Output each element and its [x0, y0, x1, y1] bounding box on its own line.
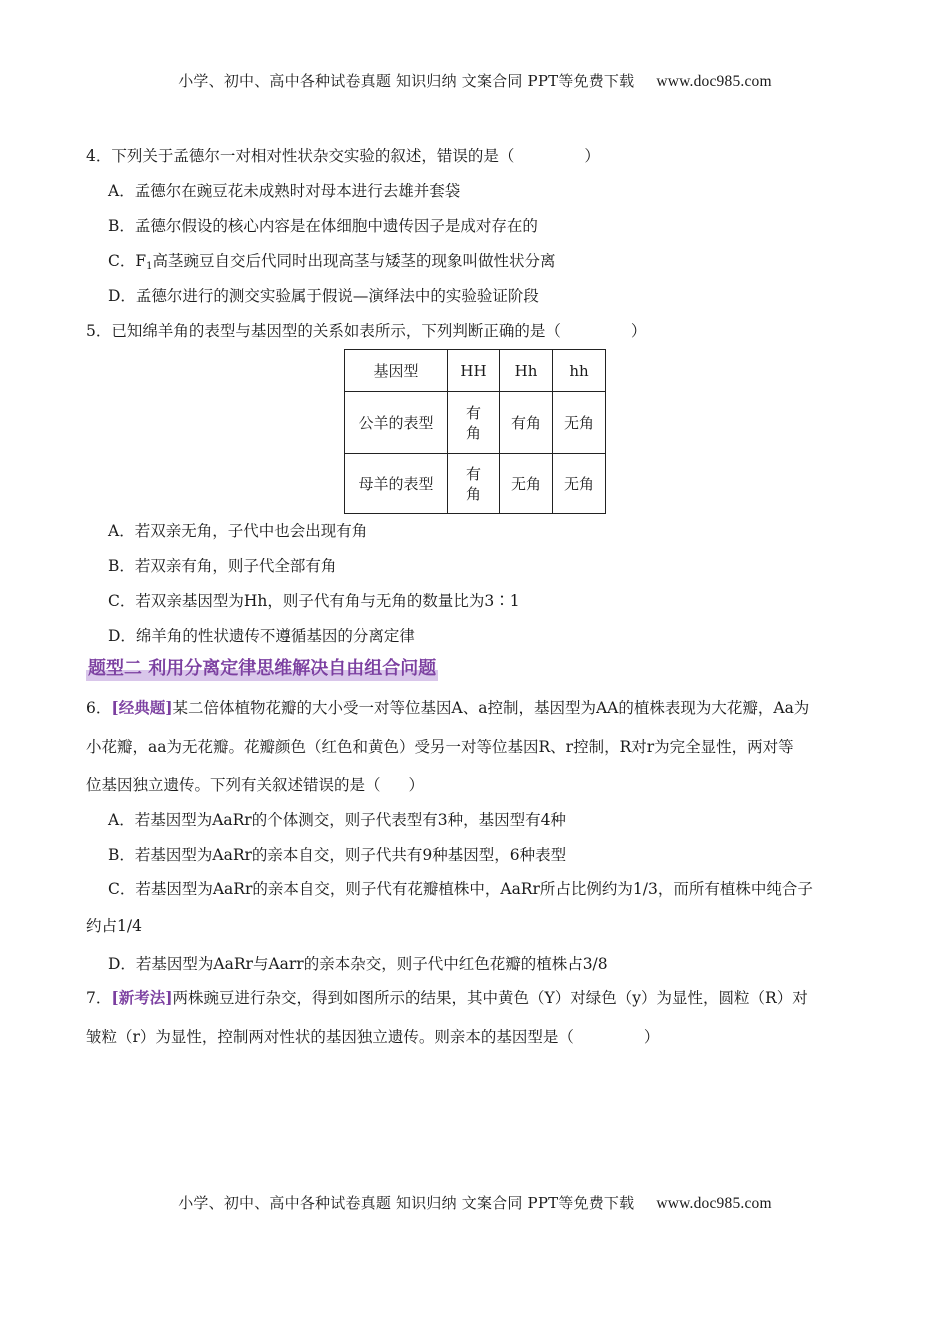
q5-stem [86, 321, 646, 341]
footer-text: 小学、初中、高中各种试卷真题 知识归纳 文案合同 PPT等免费下载 [178, 1194, 635, 1212]
q6-stem-text-3: 位基因独立遗传。下列有关叙述错误的是（ [86, 776, 381, 794]
q4-option-d: D．孟德尔进行的测交实验属于假说—演绎法中的实验验证阶段 [108, 287, 539, 305]
q4-option-b: B．孟德尔假设的核心内容是在体细胞中遗传因子是成对存在的 [108, 217, 538, 235]
page-footer [0, 1192, 950, 1213]
q4-close-paren: ） [584, 147, 600, 165]
q4-stem-text: 4．下列关于孟德尔一对相对性状杂交实验的叙述，错误的是（ [86, 147, 515, 165]
q5-option-a: A．若双亲无角，子代中也会出现有角 [108, 522, 368, 540]
table-cell: 基因型 [345, 350, 448, 392]
q4-option-c-text: 高茎豌豆自交后代同时出现高茎与矮茎的现象叫做性状分离 [152, 252, 556, 270]
q6-option-b: B．若基因型为AaRr的亲本自交，则子代共有9种基因型，6种表型 [108, 846, 567, 864]
table-cell: 无角 [553, 392, 606, 454]
table-cell: 有角 [448, 454, 500, 514]
q7-tag: [新考法] [111, 988, 173, 1007]
q6-tag: [经典题] [111, 698, 173, 717]
table-cell: 公羊的表型 [345, 392, 448, 454]
table-cell: 无角 [553, 454, 606, 514]
table-row [345, 392, 606, 454]
q5-stem-text: 5．已知绵羊角的表型与基因型的关系如表所示，下列判断正确的是（ [86, 322, 561, 340]
q4-option-c-prefix: C．F [108, 252, 147, 270]
q6-close-paren: ） [408, 776, 425, 794]
q6-option-c-continuation: 约占1/4 [86, 917, 142, 935]
header-text: 小学、初中、高中各种试卷真题 知识归纳 文案合同 PPT等免费下载 [178, 72, 635, 90]
q7-stem-text-2: 皱粒（r）为显性，控制两对性状的基因独立遗传。则亲本的基因型是（ [86, 1028, 574, 1046]
table-cell: hh [553, 350, 606, 392]
q6-stem-line2: 小花瓣，aa为无花瓣。花瓣颜色（红色和黄色）受另一对等位基因R、r控制，R对r为完全显性，两对等 [86, 738, 794, 756]
table-cell: 有角 [500, 392, 553, 454]
q5-option-d: D．绵羊角的性状遗传不遵循基因的分离定律 [108, 627, 415, 645]
table-cell: HH [448, 350, 500, 392]
header-site-link[interactable]: www.doc985.com [656, 73, 772, 90]
table-cell: 有角 [448, 392, 500, 454]
q5-close-paren: ） [630, 322, 647, 340]
table-row [345, 454, 606, 514]
q4-stem [86, 146, 600, 166]
q5-option-c: C．若双亲基因型为Hh，则子代有角与无角的数量比为3∶1 [108, 592, 520, 610]
table-cell: 母羊的表型 [345, 454, 448, 514]
q5-option-b: B．若双亲有角，则子代全部有角 [108, 557, 337, 575]
q7-stem-text-1: 两株豌豆进行杂交，得到如图所示的结果，其中黄色（Y）对绿色（y）为显性，圆粒（R）对 [172, 989, 808, 1007]
section-heading: 题型二 利用分离定律思维解决自由组合问题 [88, 658, 437, 679]
q6-stem-line3 [86, 775, 424, 795]
table-header-row [345, 350, 606, 392]
genotype-phenotype-table [344, 349, 606, 514]
q4-option-c-subscript: 1 [146, 261, 153, 272]
q7-number: 7． [86, 989, 112, 1007]
q6-option-c: C．若基因型为AaRr的亲本自交，则子代有花瓣植株中，AaRr所占比例约为1/3，而所有植株中纯合子 [108, 880, 813, 898]
table-cell: 无角 [500, 454, 553, 514]
table-cell: Hh [500, 350, 553, 392]
q7-close-paren: ） [643, 1028, 660, 1046]
q7-stem-line1 [86, 988, 808, 1008]
q7-stem-line2 [86, 1027, 659, 1047]
q6-number: 6． [86, 699, 112, 717]
footer-site-link[interactable]: www.doc985.com [656, 1195, 772, 1212]
q6-option-d: D．若基因型为AaRr与Aarr的亲本杂交，则子代中红色花瓣的植株占3/8 [108, 955, 608, 973]
q4-option-c [108, 251, 556, 277]
q4-option-a: A．孟德尔在豌豆花未成熟时对母本进行去雄并套袋 [108, 182, 461, 200]
page-header [0, 70, 950, 91]
q6-stem-line1 [86, 698, 809, 718]
q6-option-a: A．若基因型为AaRr的个体测交，则子代表型有3种，基因型有4种 [108, 811, 566, 829]
q6-stem-text-1: 某二倍体植物花瓣的大小受一对等位基因A、a控制，基因型为AA的植株表现为大花瓣，Aa为 [172, 699, 810, 717]
